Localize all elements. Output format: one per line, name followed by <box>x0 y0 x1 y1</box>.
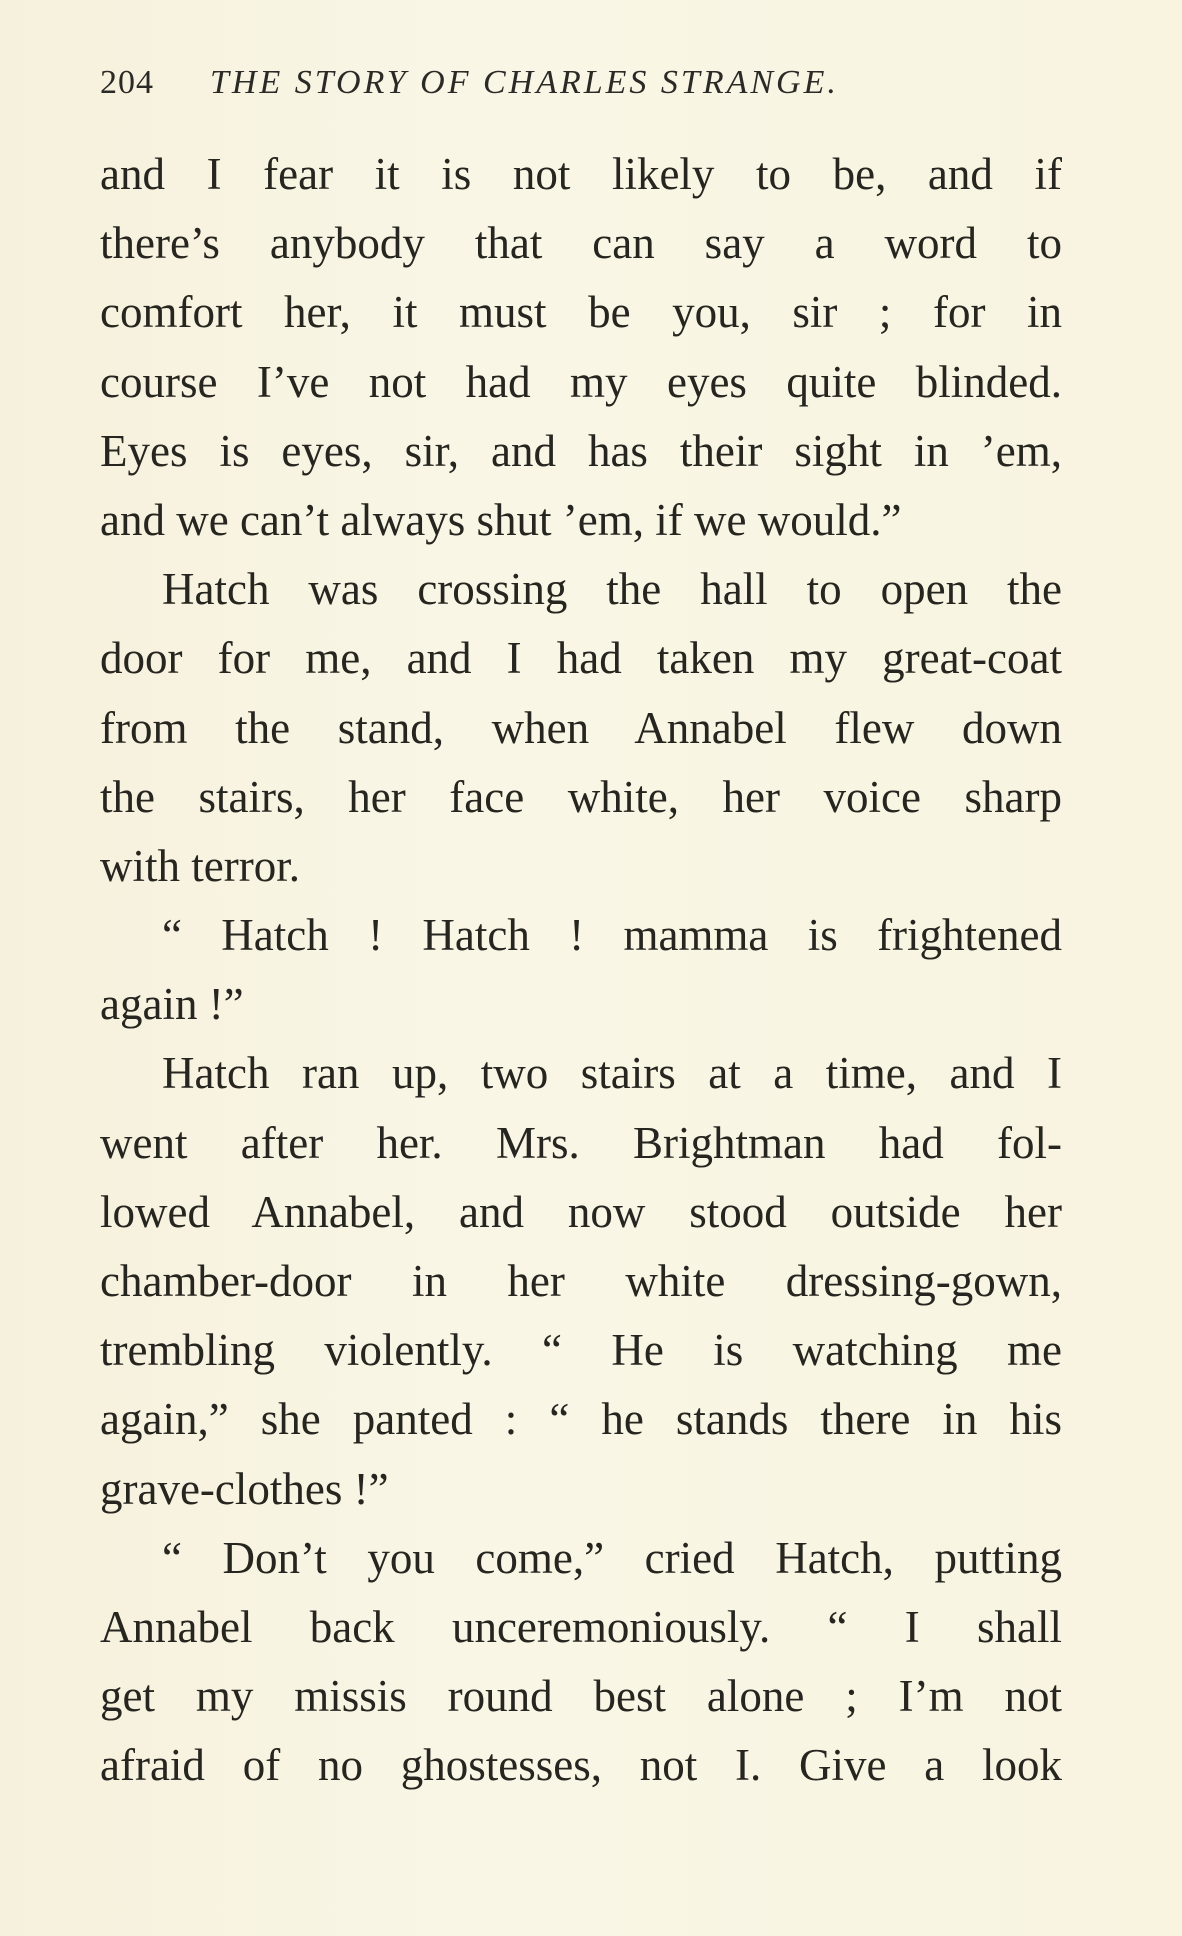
text-line: trembling violently. “ He is watching me <box>100 1325 1062 1376</box>
text-line: and I fear it is not likely to be, and if <box>100 149 1062 199</box>
text-line: door for me, and I had taken my great-coat <box>100 633 1062 684</box>
text-line: chamber-door in her white dressing-gown, <box>100 1256 1062 1306</box>
text-line: comfort her, it must be you, sir ; for in <box>100 287 1062 338</box>
body-text <box>100 140 1062 1801</box>
text-line: with terror. <box>100 840 300 891</box>
text-line: Eyes is eyes, sir, and has their sight in ’em, <box>100 425 1062 476</box>
running-title: THE STORY OF CHARLES STRANGE. <box>210 64 839 101</box>
text-line: and we can’t always shut ’em, if we would.” <box>100 494 902 545</box>
paragraph-start-line: Hatch was crossing the hall to open the <box>162 564 1062 615</box>
page-header <box>96 64 1076 112</box>
text-line: lowed Annabel, and now stood outside her <box>100 1186 1062 1237</box>
text-line: the stairs, her face white, her voice sharp <box>100 771 1062 822</box>
paragraph-start-line: Hatch ran up, two stairs at a time, and I <box>162 1048 1062 1099</box>
paragraph-start-line: “ Don’t you come,” cried Hatch, putting <box>162 1532 1062 1583</box>
text-line: course I’ve not had my eyes quite blinded. <box>100 356 1062 407</box>
text-line: grave-clothes !” <box>100 1463 389 1514</box>
text-line: went after her. Mrs. Brightman had fol- <box>100 1117 1062 1168</box>
text-line: again,” she panted : “ he stands there in his <box>100 1394 1062 1445</box>
paragraph-start-line: “ Hatch ! Hatch ! mamma is frightened <box>162 910 1062 961</box>
text-line: there’s anybody that can say a word to <box>100 218 1062 269</box>
text-line: afraid of no ghostesses, not I. Give a look <box>100 1740 1062 1791</box>
text-line: from the stand, when Annabel flew down <box>100 702 1062 753</box>
text-line: get my missis round best alone ; I’m not <box>100 1671 1062 1722</box>
text-line: Annabel back unceremoniously. “ I shall <box>100 1601 1062 1652</box>
page-number: 204 <box>100 64 154 101</box>
text-line: again !” <box>100 979 244 1030</box>
